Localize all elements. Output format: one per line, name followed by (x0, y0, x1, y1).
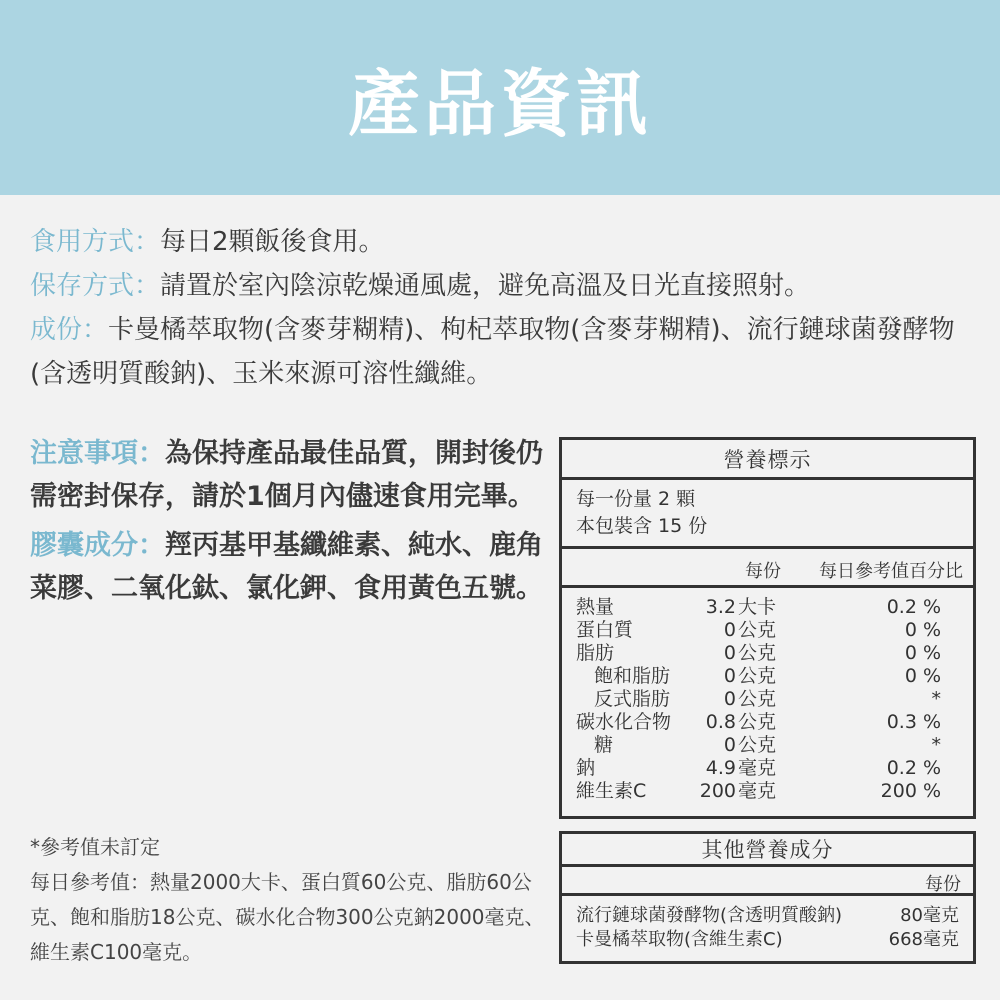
serving-info (562, 480, 973, 549)
nutrient-unit: 公克 (738, 619, 777, 641)
nutrition-row (562, 596, 973, 619)
nutrient-name: 飽和脂肪 (594, 665, 671, 687)
nutrition-row (562, 757, 973, 780)
other-nutrients-title: 其他營養成分 (562, 834, 973, 867)
other-nutrient-amount: 668毫克 (888, 929, 959, 950)
nutrition-row (562, 711, 973, 734)
nutrient-value: 4.9 (705, 757, 736, 779)
nutrient-daily-pct: * (931, 688, 941, 710)
product-info (30, 220, 980, 396)
capsule-text: 羥丙基甲基纖維素、純水、鹿角菜膠、二氧化鈦、氯化鉀、食用黃色五號。 (30, 530, 543, 604)
nutrient-value: 3.2 (705, 596, 736, 618)
nutrient-unit: 毫克 (738, 780, 777, 802)
col-daily-pct: 每日參考值百分比 (819, 561, 963, 582)
page-title: 產品資訊 (347, 61, 652, 146)
usage-line (30, 220, 980, 264)
caution-label: 注意事項： (30, 438, 165, 469)
nutrient-value: 200 (699, 780, 736, 802)
reference-notes (30, 830, 550, 970)
caution-note (30, 432, 545, 518)
other-col-per-serving: 每份 (925, 874, 961, 895)
nutrition-column-headers (562, 549, 973, 588)
other-column-header (562, 867, 973, 896)
storage-label: 保存方式： (30, 271, 161, 301)
nutrient-value: 0.8 (705, 711, 736, 733)
nutrient-name: 維生素C (576, 780, 647, 802)
ingredients-line (30, 308, 980, 396)
nutrient-value: 0 (723, 688, 736, 710)
ingredients-text: 卡曼橘萃取物(含麥芽糊精)、枸杞萃取物(含麥芽糊精)、流行鏈球菌發酵物(含透明質酸鈉)、玉米來源可溶性纖維。 (30, 315, 955, 389)
nutrient-unit: 大卡 (738, 596, 777, 618)
nutrition-row (562, 665, 973, 688)
nutrient-daily-pct: * (931, 734, 941, 756)
footnote: *參考值未訂定 (30, 835, 160, 859)
header-banner (0, 0, 1000, 195)
nutrition-row (562, 780, 973, 803)
nutrient-daily-pct: 0.3 % (886, 711, 941, 733)
nutrient-unit: 毫克 (738, 757, 777, 779)
nutrient-unit: 公克 (738, 711, 777, 733)
nutrient-name: 反式脂肪 (594, 688, 671, 710)
nutrient-name: 鈉 (576, 757, 596, 779)
nutrition-rows (562, 588, 973, 803)
nutrient-name: 熱量 (576, 596, 615, 618)
nutrition-row (562, 642, 973, 665)
nutrient-value: 0 (723, 665, 736, 687)
daily-values-text: 每日參考值：熱量2000大卡、蛋白質60公克、脂肪60公克、飽和脂肪18公克、碳水化合物300公克鈉2000毫克、維生素C100毫克。 (30, 870, 545, 964)
nutrient-daily-pct: 0.2 % (886, 757, 941, 779)
nutrient-daily-pct: 0 % (904, 642, 941, 664)
storage-line (30, 264, 980, 308)
ingredients-label: 成份： (30, 315, 109, 345)
caution-text: 為保持產品最佳品質，開封後仍需密封保存，請於1個月內儘速食用完畢。 (30, 438, 543, 512)
nutrient-name: 碳水化合物 (576, 711, 672, 733)
notes-section (30, 432, 545, 610)
nutrient-value: 0 (723, 734, 736, 756)
nutrition-row (562, 688, 973, 711)
other-nutrient-amount: 80毫克 (900, 905, 959, 926)
nutrient-daily-pct: 0 % (904, 619, 941, 641)
other-nutrient-name: 卡曼橘萃取物(含維生素C) (576, 929, 783, 950)
usage-label: 食用方式： (30, 227, 161, 257)
nutrition-title: 營養標示 (562, 440, 973, 480)
nutrient-name: 蛋白質 (576, 619, 634, 641)
storage-text: 請置於室內陰涼乾燥通風處，避免高溫及日光直接照射。 (160, 271, 811, 301)
capsule-note (30, 524, 545, 610)
usage-text: 每日2顆飯後食用。 (160, 227, 385, 257)
nutrient-unit: 公克 (738, 734, 777, 756)
nutrition-facts-table (559, 437, 976, 819)
nutrient-value: 0 (723, 619, 736, 641)
servings-per-pack: 本包裝含 15 份 (576, 515, 708, 537)
serving-size: 每一份量 2 顆 (576, 488, 696, 510)
other-nutrients-table (559, 831, 976, 964)
nutrition-row (562, 734, 973, 757)
nutrient-unit: 公克 (738, 688, 777, 710)
nutrient-daily-pct: 0.2 % (886, 596, 941, 618)
nutrient-daily-pct: 200 % (880, 780, 941, 802)
other-nutrient-name: 流行鏈球菌發酵物(含透明質酸鈉) (576, 905, 843, 926)
nutrient-value: 0 (723, 642, 736, 664)
capsule-label: 膠囊成分： (30, 530, 165, 561)
other-nutrients-rows (562, 896, 973, 952)
nutrient-unit: 公克 (738, 642, 777, 664)
other-nutrient-row (562, 904, 973, 928)
nutrient-name: 脂肪 (576, 642, 615, 664)
col-per-serving: 每份 (745, 561, 781, 582)
nutrient-unit: 公克 (738, 665, 777, 687)
nutrient-name: 糖 (594, 734, 614, 756)
other-nutrient-row (562, 928, 973, 952)
nutrient-daily-pct: 0 % (904, 665, 941, 687)
nutrition-row (562, 619, 973, 642)
